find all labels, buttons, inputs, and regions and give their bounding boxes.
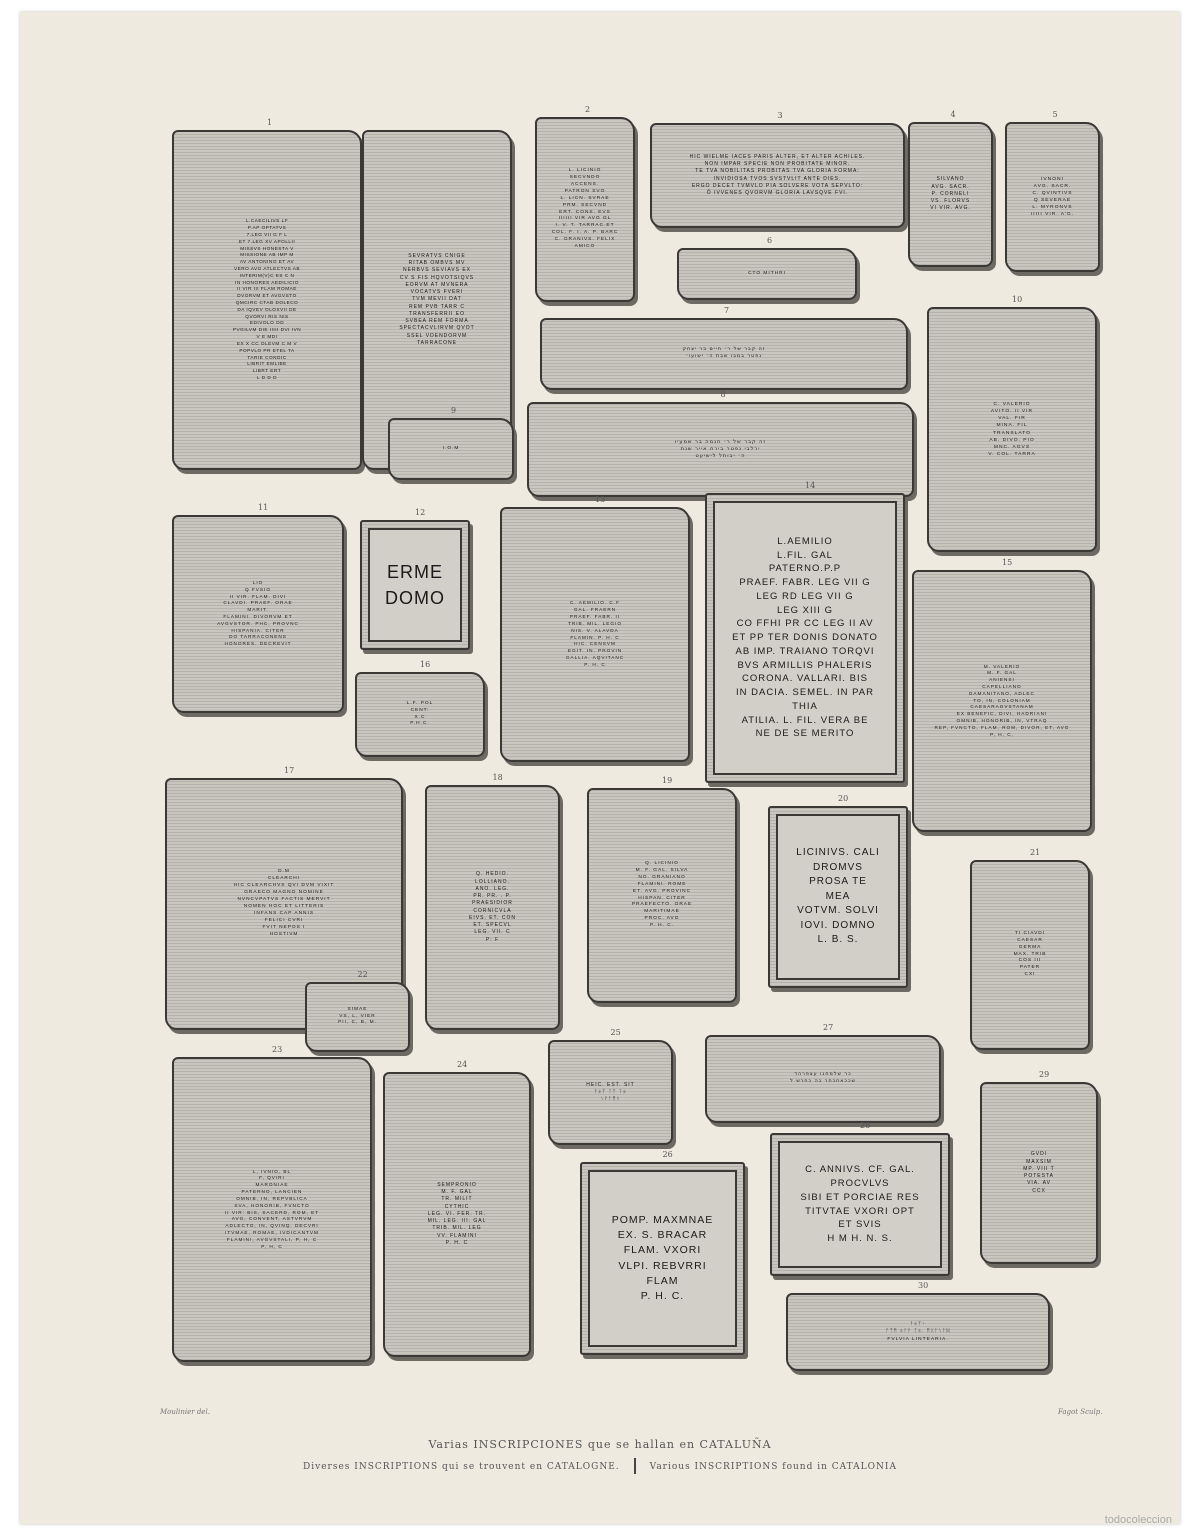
inscription-stone xyxy=(425,785,560,1030)
inscription-line: L. B. S. xyxy=(817,934,859,946)
inscription-line: GVDI xyxy=(1030,1151,1048,1158)
inscription-line: OMNIB, IN, REPVBLICA xyxy=(236,1195,308,1201)
inscription-line: Q SEVERAE xyxy=(1033,198,1072,203)
inscription-line: EX BENEFIC, DIVI, HADRIANI xyxy=(956,711,1048,717)
inscription-number: 5 xyxy=(1052,110,1058,119)
inscription-number: 18 xyxy=(492,773,503,782)
inscription-line: EDIVOLO OD xyxy=(249,320,285,326)
inscription-line: POTESTA xyxy=(1024,1173,1054,1179)
inscription-line: M. VALERIO xyxy=(983,663,1021,669)
inscription-stone xyxy=(912,570,1092,832)
inscription-line: POMP. MAXMNAE xyxy=(611,1213,714,1226)
inscription-stone xyxy=(172,130,362,470)
inscription-line: PATER xyxy=(1019,965,1041,971)
inscription-stone xyxy=(305,982,410,1052)
inscription-line: RITAB OMBVS MV xyxy=(408,260,466,267)
inscription-number: 1 xyxy=(267,118,273,127)
inscription-line: L.F. POL xyxy=(406,700,434,706)
inscription-line: PRAEF. FABR. LEG VII G xyxy=(739,577,871,589)
inscription-line: ERME xyxy=(386,561,443,582)
inscription-stone xyxy=(172,1057,372,1362)
inscription-line: DO TARRACONENS xyxy=(229,634,287,640)
inscription-panel xyxy=(776,814,900,980)
inscription-line: TE TVA NOBILITAS PROBITAS TVA GLORIA FORMA: xyxy=(695,168,860,175)
inscription-stone xyxy=(388,418,514,480)
inscription-number: 26 xyxy=(662,1150,673,1159)
inscription-stone xyxy=(355,672,485,757)
inscription-panel xyxy=(368,528,462,642)
inscription-line: VOCATVS FVERI xyxy=(410,289,464,296)
inscription-line: PRAESIDIOR xyxy=(472,900,513,907)
inscription-line: MARONIAE xyxy=(255,1182,289,1188)
inscription-line: P.H.C. xyxy=(410,721,430,727)
inscription-stone xyxy=(548,1040,673,1145)
inscription-line: PR. PR. . P. xyxy=(473,893,512,899)
inscription-line: BVS ARMILLIS PHALERIS xyxy=(737,659,873,671)
inscription-line: SIBI ET PORCIAE RES xyxy=(800,1191,920,1203)
inscription-line: NIS. V. ALAVDA xyxy=(571,627,619,633)
inscription-line: CV S FIS HQVOTSIQVS xyxy=(399,274,475,281)
inscription-line: COL. F. I. A. P. BARC xyxy=(551,230,619,236)
inscription-line: EX X CC OLEVM C M V xyxy=(236,340,298,346)
inscription-line: COS III xyxy=(1018,958,1042,964)
inscription-stone xyxy=(768,806,908,988)
inscription-line: V E MDI xyxy=(256,334,278,340)
inscription-line: HISPANIA. CITER xyxy=(231,627,285,633)
inscription-line: AMICO xyxy=(574,244,596,250)
inscription-line: GERMA xyxy=(1018,944,1042,950)
inscription-line: ᚠᛉᛗ ᛟᚨᚹ ᛏᛟ. ᛗᚷᚨᛊᚨᛞ xyxy=(885,1329,951,1335)
inscription-line: P, H, C xyxy=(261,1243,283,1249)
inscription-line: CXI xyxy=(1024,972,1036,978)
inscription-line: P. H. C xyxy=(584,661,606,667)
inscription-number: 7 xyxy=(724,306,730,315)
inscription-line: ET PP TER DONIS DONATO xyxy=(732,632,878,644)
inscription-stone xyxy=(383,1072,531,1357)
inscription-line: Ô IVVENES QVORVM GLORIA LAVSQVE FVI. xyxy=(706,190,849,196)
inscription-line: II VIR III FLAM ROMAE xyxy=(237,286,297,292)
inscription-line: AV ANTONINO ET AV xyxy=(239,259,295,265)
inscription-line: LEG. VI. FER. TR. xyxy=(427,1210,487,1217)
inscription-line: M. F. GAL xyxy=(441,1189,473,1196)
inscription-stone xyxy=(705,1035,941,1123)
inscription-line: MEA xyxy=(825,890,851,902)
inscription-line: INFANS CAP ANNIS xyxy=(253,910,315,916)
inscription-line: NERBVS SEVIAVS EX xyxy=(402,267,472,274)
inscription-line: AVG. SACR. xyxy=(1033,183,1072,189)
inscription-number: 16 xyxy=(420,660,431,669)
inscription-line: VOTVM. SOLVI xyxy=(797,905,879,917)
inscription-stone xyxy=(587,788,737,1003)
inscription-line: P: F xyxy=(485,936,500,943)
inscription-line: GAL. FRAERN xyxy=(573,607,617,613)
inscription-line: HIC CLEARCHVS QVI DVM VIXIT xyxy=(233,883,335,889)
inscription-line: ERGO DECET TVMVLO PIA SOLVERE VOTA SEPVLTO: xyxy=(691,182,864,189)
inscription-line: PROCVLVS xyxy=(830,1177,890,1189)
inscription-line: TRIB. MIL. LEG xyxy=(432,1225,482,1232)
inscription-line: LOLLIANO. xyxy=(475,878,510,885)
inscription-line: L. LICN. SVRAE xyxy=(560,195,610,201)
inscription-number: 10 xyxy=(1012,295,1023,304)
inscription-line: II VIR: BIS, SACERD, ROM, ET xyxy=(224,1209,320,1215)
inscription-stone xyxy=(500,507,690,762)
inscription-line: שככאחכחר כה כחרש ל xyxy=(790,1079,856,1084)
inscription-line: QVORVI RIS NIS xyxy=(245,313,289,319)
inscription-line: NE DE SE MERITO xyxy=(755,728,855,740)
inscription-line: זה קבר של ר׳ חנמה בר שמעיו xyxy=(674,438,767,445)
inscription-line: CORNICVLA xyxy=(473,907,512,914)
inscription-line: LIBRT ERT xyxy=(252,368,282,374)
inscription-number: 14 xyxy=(805,481,816,490)
inscription-line: IN DACIA. SEMEL. IN PAR xyxy=(736,687,874,699)
inscription-line: ה׳ יבותל לישיעט xyxy=(695,453,746,460)
inscription-line: IVNONI xyxy=(1041,176,1064,182)
inscription-line: CYTHIC xyxy=(444,1203,470,1210)
inscription-line: CORONA. VALLARI. BIS xyxy=(742,673,868,685)
inscription-line: HONORES. DECREVIT xyxy=(224,641,292,647)
inscription-line: MAX. TRIB xyxy=(1013,951,1047,957)
inscription-line: LICINIVS. CALI xyxy=(796,847,880,859)
inscription-line: GALLIA. AQVITANC xyxy=(565,654,625,660)
inscription-line: SILVANO xyxy=(936,176,965,183)
inscription-line: CAESARAGVSTANAM xyxy=(970,704,1034,710)
inscription-line: PATERNO, LANCIEN xyxy=(241,1189,303,1195)
inscription-line: CLEARCHI xyxy=(267,876,301,882)
inscription-line: PII, C, B, M. xyxy=(338,1020,377,1026)
inscription-line: L D D D xyxy=(257,374,277,380)
caption-french: Diverses INSCRIPTIONS qui se trouvent en CATALOGNE. xyxy=(303,1461,620,1472)
inscription-line: VLPI. REBVRRI xyxy=(618,1259,707,1272)
inscription-stone xyxy=(908,122,993,267)
inscription-line: P. H. C. xyxy=(640,1289,685,1302)
inscription-line: VS. FLORVS xyxy=(930,198,971,205)
inscription-line: NON IMPAR SPECIE NON PROBITATE MINOR. xyxy=(704,161,851,167)
inscription-line: VERO AVG ATLECTVS AB xyxy=(233,265,301,271)
inscription-line: ADLECTO, IN, QVINQ. DECVRI xyxy=(225,1223,319,1229)
credit-right: Fagot Sculp. xyxy=(1058,1408,1103,1416)
inscription-line: C. VALERIO xyxy=(993,402,1031,408)
inscription-line: PRAEFECTO. ORAE xyxy=(631,902,693,908)
inscription-line: MNC. AGVS xyxy=(993,444,1031,450)
inscription-line: L.AEMILIO xyxy=(777,535,833,547)
inscription-line: ATILIA. L. FIL. VERA BE xyxy=(741,714,869,726)
inscription-stone xyxy=(677,248,857,300)
inscription-line: P. CORNELI xyxy=(931,190,970,197)
inscription-line: ITVMAE, ROMAE, IVDICANTVM xyxy=(225,1229,319,1235)
inscription-line: SECVNDO xyxy=(569,174,601,180)
inscription-stone xyxy=(927,307,1097,552)
inscription-line: LEG RD LEG VII G xyxy=(756,590,854,602)
inscription-number: 27 xyxy=(823,1023,834,1032)
inscription-line: P. H. C. xyxy=(649,923,675,929)
inscription-number: 8 xyxy=(720,390,726,399)
inscription-number: 23 xyxy=(272,1045,283,1054)
inscription-line: TR. MILIT xyxy=(441,1196,473,1203)
caption-row xyxy=(0,1458,1200,1474)
caption-english: Various INSCRIPTIONS found in CATALONIA xyxy=(649,1461,897,1472)
inscription-line: AVG. SACR. xyxy=(931,183,970,190)
inscription-line: C. AEMILIO. C.F xyxy=(570,600,620,606)
inscription-line: MAXSIM xyxy=(1026,1158,1052,1165)
inscription-number: 21 xyxy=(1030,848,1041,857)
inscription-line: Q. HEDIO. xyxy=(476,871,509,878)
inscription-line: MISSIONE AB IMP M xyxy=(240,252,294,258)
inscription-line: VAL. FIR xyxy=(998,416,1026,422)
inscription-line: PRM. SECVND xyxy=(562,202,608,208)
inscription-line: MARITIMAE xyxy=(644,909,680,915)
inscription-line: II VIR. FLAM. DIVI xyxy=(229,593,287,599)
inscription-line: FELICI CVRI xyxy=(264,917,304,923)
inscription-line: L.CAECILIVS LF xyxy=(245,218,289,224)
inscription-line: HISPAN. CITER xyxy=(638,895,686,901)
inscription-line: CTO MITHRI xyxy=(748,270,786,276)
inscription-stone xyxy=(1005,122,1100,272)
inscription-line: DOMO xyxy=(385,588,445,608)
inscription-line: VIA. AV xyxy=(1027,1180,1051,1187)
inscription-stone xyxy=(980,1082,1098,1264)
inscription-line: L.FIL. GAL xyxy=(777,549,833,561)
inscription-number: 22 xyxy=(357,970,368,979)
inscription-stone xyxy=(527,402,914,497)
inscription-line: כר שלמחנו עצפרהד xyxy=(794,1072,852,1078)
inscription-stone xyxy=(360,520,470,650)
inscription-line: LIBRIT EMLIBE xyxy=(247,361,287,367)
inscription-line: MP. VIII T xyxy=(1023,1165,1055,1172)
inscription-line: M. F. GAL xyxy=(987,670,1017,676)
inscription-line: POPVLO PR ETEL TA xyxy=(239,347,295,353)
inscription-line: THIA xyxy=(792,700,818,712)
inscription-line: ᚠᛟᛉ ᛏᛉ ᛏᛟ xyxy=(594,1088,627,1095)
inscription-stone xyxy=(650,123,905,228)
inscription-number: 29 xyxy=(1039,1070,1050,1079)
inscription-line: C. ANNIVS. CF. GAL. xyxy=(805,1164,915,1176)
inscription-line: CENT: xyxy=(410,707,430,713)
inscription-line: EGIT. IN. PROVIN xyxy=(567,648,623,654)
inscription-stone xyxy=(540,318,908,390)
inscription-line: ACCENS. xyxy=(570,181,600,187)
inscription-line: AB IMP. TRAIANO TORQVI xyxy=(735,645,875,657)
inscription-line: CAPELLIANO xyxy=(982,683,1022,689)
inscription-line: X.C xyxy=(414,714,426,720)
inscription-number: 17 xyxy=(284,766,295,775)
inscription-line: REM PVB TARR C xyxy=(408,303,466,310)
inscription-line: נפטר במבו שבת ה׳ ישועו׳ xyxy=(685,354,763,359)
inscription-line: TRANSFERRII EO xyxy=(409,310,465,317)
inscription-number: 9 xyxy=(451,406,457,415)
inscription-line: AVG, CONVENT, ASTVRVM xyxy=(231,1216,313,1222)
inscription-line: EIVS. ET. CON xyxy=(469,914,516,921)
inscription-line: MISSVS HONESTA V xyxy=(240,245,294,251)
inscription-line: F, QVIRI xyxy=(259,1175,285,1181)
inscription-line: LIO xyxy=(252,579,264,585)
inscription-stone xyxy=(172,515,344,713)
inscription-line: SPECTACVLIRVM QVOT xyxy=(399,325,475,332)
inscription-line: TARRACONE xyxy=(416,339,458,346)
inscription-line: P. H. C xyxy=(445,1239,469,1246)
inscription-number: 12 xyxy=(415,508,426,517)
inscription-line: FLAMINI. DIVORVM ET xyxy=(223,614,293,619)
inscription-line: HIC WIELME IACES PARIS ALTER, ET ALTER ACHILES. xyxy=(689,153,866,160)
inscription-line: V. COL. TARRA xyxy=(988,451,1036,457)
inscription-line: IOVI. DOMNO xyxy=(800,919,876,931)
inscription-line: TRANSLATO xyxy=(993,430,1031,436)
inscription-line: ET SVIS xyxy=(838,1219,882,1231)
inscription-line: VI VIR. AVG. xyxy=(930,205,971,212)
inscription-number: 3 xyxy=(777,111,783,120)
inscription-line: AVITO. II VIR xyxy=(990,409,1034,415)
inscription-stone xyxy=(970,860,1090,1050)
inscription-line: ET. SPECVL xyxy=(473,922,512,928)
inscription-line: L. MYRONVS xyxy=(1032,205,1073,211)
inscription-line: SEVRATVS CNIGE xyxy=(408,252,466,259)
inscription-stone xyxy=(580,1162,745,1355)
credit-left: Moulinier del. xyxy=(160,1408,210,1416)
inscription-line: QMCIRC CTAB DOLECO xyxy=(235,300,299,305)
inscription-line: C. GRANIVS. FELIX xyxy=(554,237,616,243)
inscription-line: SEMPRONIO xyxy=(437,1181,477,1188)
inscription-number: 19 xyxy=(662,776,673,785)
inscription-line: Q FVSIO xyxy=(244,586,271,592)
inscription-line: TI CIAVDI xyxy=(1014,930,1046,936)
inscription-line: PROSA TE xyxy=(809,876,867,888)
inscription-line: ET 7.LEG XV APOLLII xyxy=(238,238,296,244)
inscription-line: CCX xyxy=(1032,1187,1046,1194)
inscription-number: 11 xyxy=(258,503,269,512)
inscription-line: TVM MEVII DAT xyxy=(412,296,462,303)
inscription-line: VV. FLAMINI xyxy=(437,1232,477,1239)
inscription-line: FLAMINI, AVGVSTALI, P, H, C xyxy=(226,1236,318,1242)
inscription-line: TRIB. MIL. LEGIO xyxy=(567,620,623,626)
inscription-line: 7.LEG VII G F L xyxy=(246,231,288,237)
inscription-line: AB. DIVO. PIO xyxy=(989,437,1035,443)
inscription-line: PROC. AVG xyxy=(644,916,680,922)
inscription-line: CLAVDI. PRAEF. ORAE xyxy=(223,600,293,606)
inscription-number: 20 xyxy=(838,794,849,803)
inscription-number: 4 xyxy=(950,110,956,119)
inscription-number: 30 xyxy=(918,1281,929,1290)
inscription-number: 15 xyxy=(1002,558,1013,567)
inscription-line: TITVTAE VXORI OPT xyxy=(805,1205,915,1217)
inscription-line: INVIDIOSA TVOS SVSTVLIT ANTE DIES. xyxy=(713,175,842,182)
inscription-line: DVORVM ET AVGVSTO xyxy=(237,293,297,299)
inscription-line: ET. AVG. PROVINC xyxy=(632,888,692,894)
inscription-line: VS, L, VIER xyxy=(339,1013,376,1019)
inscription-line: L. LICINIO xyxy=(568,167,602,173)
inscription-line: FLAM. VXORI xyxy=(623,1244,702,1257)
inscription-line: TARIE CONDIC xyxy=(247,354,287,360)
inscription-line: INTERIM(V)C ES C N xyxy=(239,272,295,278)
inscription-line: D.M xyxy=(278,869,290,875)
inscription-line: IN HONORES AEDILICIO xyxy=(235,279,299,285)
inscription-line: P, H, C, xyxy=(990,731,1014,737)
inscription-panel xyxy=(778,1141,942,1268)
inscription-line: ᚠᛟᛉᚲ xyxy=(910,1322,926,1328)
inscription-stone xyxy=(705,493,905,783)
inscription-line: ירלבי נפטר בירח אייר שנת xyxy=(680,445,761,452)
inscription-line: IIIII VIR. A'G. xyxy=(1030,212,1075,218)
inscription-line: P.AP OPTATVS xyxy=(247,225,287,231)
inscription-line: SVA, HONORIB, FVNCTO xyxy=(234,1202,310,1208)
inscription-line: OMNIB, HONORIB, IN, VTRAQ xyxy=(956,718,1048,724)
inscription-stone xyxy=(535,117,635,302)
inscription-line: I. V. T. TARRAC.ET xyxy=(555,223,615,229)
inscription-number: 28 xyxy=(860,1121,871,1130)
inscription-line: FLAMINI. ROME xyxy=(637,881,687,887)
inscription-number: 25 xyxy=(610,1028,621,1037)
inscription-line: ᛊᚹᚨᛗᚾ xyxy=(600,1096,621,1103)
inscription-panel xyxy=(713,501,897,775)
inscription-line: CAESAR xyxy=(1017,937,1043,943)
inscription-number: 24 xyxy=(457,1060,468,1069)
inscription-line: HOSTIVM xyxy=(269,931,299,937)
inscription-line: C. QVINTIVS xyxy=(1032,190,1073,196)
inscription-line: L, IVNIO, BL xyxy=(252,1168,292,1174)
inscription-number: 13 xyxy=(595,495,606,504)
inscription-number: 2 xyxy=(585,105,591,114)
inscription-line: MIL. LEG. III. GAL xyxy=(427,1218,487,1225)
inscription-line: DA IQVEV OLOXVII DE xyxy=(237,306,297,312)
watermark: todocoleccion xyxy=(1104,1514,1172,1526)
inscription-line: זה קבר של ר׳ חיים בר יצחק xyxy=(682,347,766,353)
inscription-line: ERT. CONS. EVS xyxy=(559,209,611,215)
inscription-line: PATERNO.P.P xyxy=(768,563,842,575)
inscription-line: DROMVS xyxy=(813,861,863,873)
inscription-line: FVLVIA LINTEARIA. xyxy=(887,1336,949,1342)
inscription-line: H M H. N. S. xyxy=(827,1233,893,1245)
inscription-stone xyxy=(770,1133,950,1276)
inscription-line: MARIT. xyxy=(247,607,269,613)
inscription-stone xyxy=(786,1293,1050,1371)
inscription-line: EX. S. BRACAR xyxy=(617,1229,708,1242)
inscription-line: REP, FVNCTO, FLAM, ROM, DIVOR, ET, AVG xyxy=(934,724,1070,730)
inscription-line: LEG XIII G xyxy=(777,604,833,616)
inscription-line: IIIIII VIR AVG GL xyxy=(558,216,612,222)
inscription-line: FVIT NEPOS I xyxy=(262,924,306,930)
inscription-line: I.O.M xyxy=(442,445,460,451)
inscription-panel xyxy=(588,1170,737,1347)
inscription-line: AVGVSTOR. PHC. PROVNC xyxy=(217,620,299,626)
inscription-line: NVNCVPATVS FACTIS MERVIT xyxy=(237,897,331,903)
inscription-line: GRAECO MAGNO NOMINE xyxy=(244,890,324,896)
inscription-number: 6 xyxy=(767,236,773,245)
inscription-line: PRAEF. FABR. II xyxy=(569,614,621,620)
inscription-line: HEIC. EST. SIT xyxy=(586,1081,635,1088)
inscription-line: SSEL VDENDORVM xyxy=(406,332,468,339)
inscription-line: PATRON SVO xyxy=(564,188,606,194)
inscription-line: FLAMIN. P. H. C xyxy=(570,634,620,640)
inscription-line: CO FFHI PR CC LEG II AV xyxy=(736,618,874,630)
inscription-line: PVGILVM DIE IIIII DVI IVN xyxy=(232,327,302,333)
inscription-line: EORVM AT MVNERA xyxy=(405,281,469,288)
inscription-line: LEG. VII. C xyxy=(474,929,511,936)
inscription-line: DAMANITANO, ADLEC xyxy=(969,690,1035,696)
inscription-line: SVBEA REM FORMA xyxy=(405,318,469,325)
inscription-line: MINA. FIL xyxy=(996,423,1028,429)
inscription-line: M. F. GAL. SILVA xyxy=(635,867,689,873)
inscription-line: SIMAE xyxy=(347,1006,368,1012)
inscription-line: ANIENSI xyxy=(989,677,1015,683)
inscription-line: HIC. CENSVM xyxy=(574,641,616,647)
inscription-line: FLAM xyxy=(646,1274,679,1287)
inscription-line: ANO. LEG. xyxy=(475,885,510,892)
inscription-line: TO, IN, COLONIAM xyxy=(973,697,1031,703)
inscription-line: NOMEN HOC ET LITTERIS xyxy=(243,904,325,909)
caption-spanish: Varias INSCRIPCIONES que se hallan en CATALUÑA xyxy=(428,1438,772,1451)
inscription-line: Q. LICINIO xyxy=(645,860,679,866)
inscription-line: NO. GRANIANO xyxy=(638,874,686,880)
